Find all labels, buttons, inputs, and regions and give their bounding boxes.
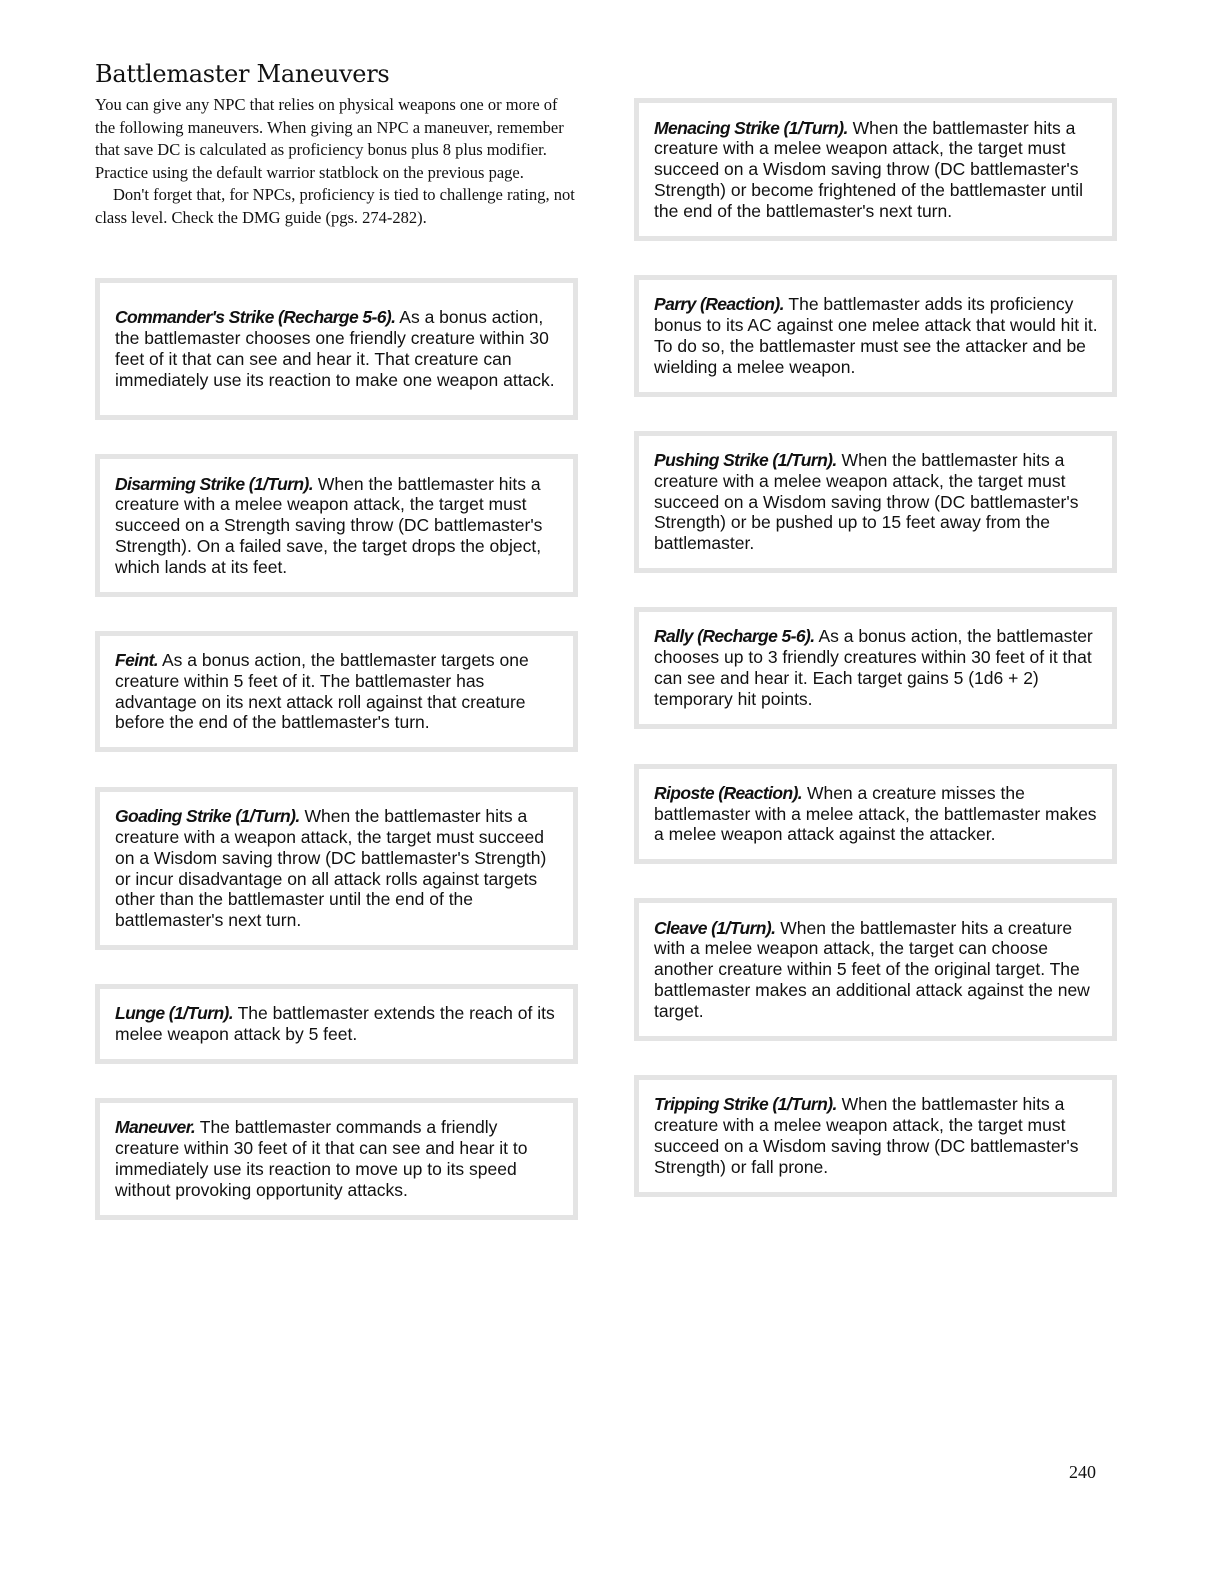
maneuver-name: Goading Strike (1/Turn). (115, 806, 300, 827)
maneuver-name: Riposte (Reaction). (654, 782, 803, 803)
maneuver-box-riposte (634, 764, 1117, 864)
maneuver-text: When a creature misses the battlemaster with a melee attack, the battlemaster makes a melee weapon attack against the attacker. (654, 782, 1097, 845)
maneuver-text: The battlemaster adds its proficiency bonus to its AC against one melee attack that would hit it. To do so, the battlemaster must see the attacker and be wielding a melee weapon. (654, 294, 1098, 377)
maneuver-name: Disarming Strike (1/Turn). (115, 473, 314, 494)
maneuver-name: Parry (Reaction). (654, 294, 784, 315)
maneuver-name: Menacing Strike (1/Turn). (654, 117, 848, 138)
maneuver-name: Rally (Recharge 5-6). (654, 626, 815, 647)
maneuver-box-pushing-strike (634, 431, 1117, 573)
maneuver-box-commanders-strike (95, 278, 578, 420)
page-title: Battlemaster Maneuvers (95, 60, 390, 88)
maneuver-text: When the battlemaster hits a creature with a melee weapon attack, the target can choose another creature within 5 feet of the original target. The battlemaster makes an additional attack against the new target. (654, 917, 1090, 1021)
intro-paragraph: Don't forget that, for NPCs, proficiency is tied to challenge rating, not class level. Check the DMG guide (pgs. 274-282). (95, 185, 575, 227)
maneuver-text: When the battlemaster hits a creature with a weapon attack, the target must succeed on a Wisdom saving throw (DC battlemaster's Strength) or incur disadvantage on all attack rolls against targets other than the battlemaster until the end of the battlemaster's next turn. (115, 806, 547, 931)
maneuver-name: Lunge (1/Turn). (115, 1003, 234, 1024)
maneuver-box-maneuver (95, 1098, 578, 1220)
maneuver-text: As a bonus action, the battlemaster chooses one friendly creature within 30 feet of it that can see and hear it. That creature can immediately use its reaction to make one weapon attack. (115, 307, 555, 390)
maneuver-box-cleave (634, 898, 1117, 1041)
maneuver-name: Maneuver. (115, 1117, 196, 1138)
maneuver-name: Cleave (1/Turn). (654, 917, 776, 938)
maneuver-box-parry (634, 275, 1117, 397)
maneuver-box-rally (634, 607, 1117, 729)
maneuver-box-disarming-strike (95, 454, 578, 597)
maneuver-text: The battlemaster extends the reach of its melee weapon attack by 5 feet. (115, 1003, 555, 1044)
intro-section (95, 60, 575, 229)
maneuver-text: When the battlemaster hits a creature with a melee weapon attack, the target must succeed on a Wisdom saving throw (DC battlemaster's Strength) or fall prone. (654, 1094, 1079, 1177)
maneuver-text: The battlemaster commands a friendly creature within 30 feet of it that can see and hear it to immediately use its reaction to move up to its speed without provoking opportunity attacks. (115, 1117, 528, 1200)
maneuver-name: Tripping Strike (1/Turn). (654, 1094, 837, 1115)
maneuver-box-goading-strike (95, 787, 578, 950)
maneuver-text: When the battlemaster hits a creature with a melee weapon attack, the target must succeed on a Wisdom saving throw (DC battlemaster's Strength) or become frightened of the battlemaster until the end of the battlemaster's next turn. (654, 117, 1083, 221)
maneuver-text: As a bonus action, the battlemaster chooses up to 3 friendly creatures within 30 feet of it that can see and hear it. Each target gains 5 (1d6 + 2) temporary hit points. (654, 626, 1093, 709)
maneuver-name: Pushing Strike (1/Turn). (654, 450, 837, 470)
intro-paragraph: You can give any NPC that relies on physical weapons one or more of the following maneuvers. When giving an NPC a maneuver, remember that save DC is calculated as proficiency bonus plus 8 plus modifier. Practice using the default warrior statblock on the previous page. (95, 95, 564, 182)
maneuver-box-tripping-strike (634, 1075, 1117, 1197)
maneuver-text: When the battlemaster hits a creature with a melee weapon attack, the target must succeed on a Wisdom saving throw (DC battlemaster's Strength) or be pushed up to 15 feet away from the battlemaster. (654, 450, 1079, 554)
maneuver-name: Commander's Strike (Recharge 5-6). (115, 307, 396, 328)
maneuver-text: When the battlemaster hits a creature with a melee weapon attack, the target must succeed on a Strength saving throw (DC battlemaster's Strength). On a failed save, the target drops the object, which lands at its feet. (115, 473, 543, 577)
page-number: 240 (1069, 1462, 1096, 1482)
maneuver-box-feint (95, 631, 578, 752)
maneuver-name: Feint. (115, 649, 159, 670)
maneuver-box-menacing-strike (634, 98, 1117, 241)
maneuver-text: As a bonus action, the battlemaster targets one creature within 5 feet of it. The battlemaster has advantage on its next attack roll against that creature before the end of the battlemaster's turn. (115, 649, 529, 733)
maneuver-box-lunge (95, 984, 578, 1064)
